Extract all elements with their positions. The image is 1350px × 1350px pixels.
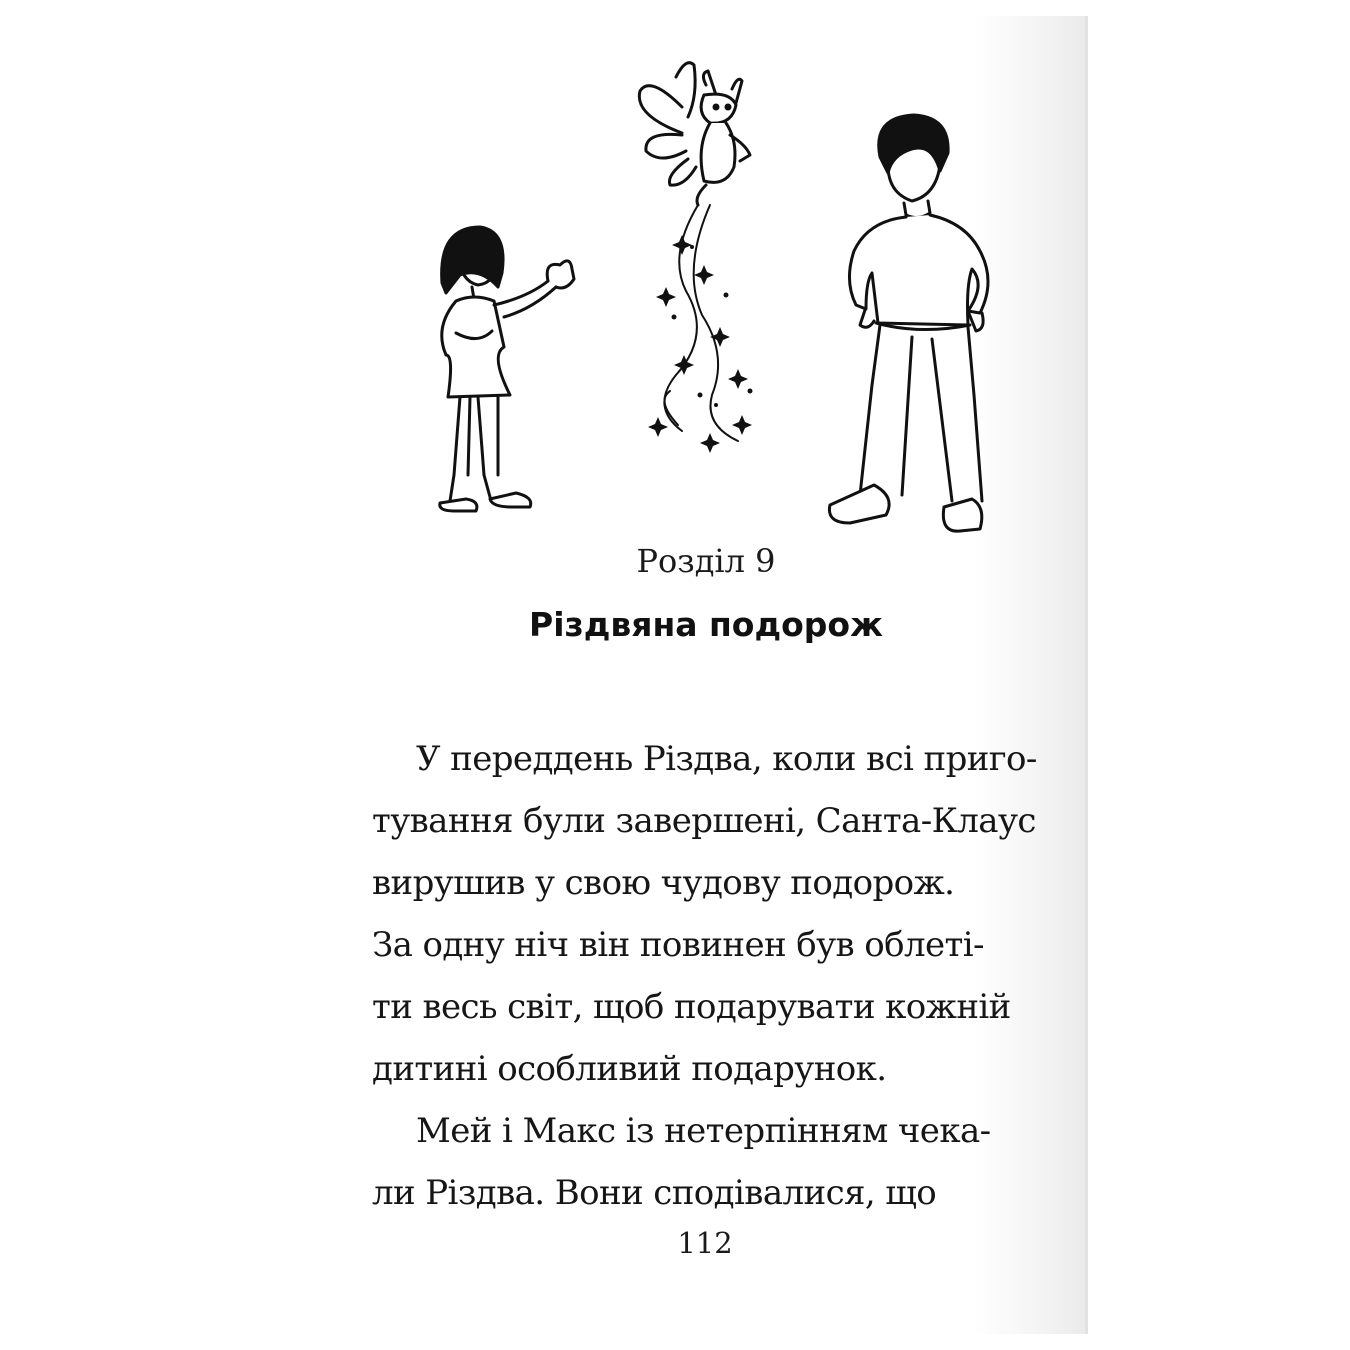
page-number: 112 bbox=[677, 1226, 733, 1260]
text-line: тування були завершені, Санта-Клаус bbox=[372, 801, 1036, 841]
page-edge bbox=[1085, 16, 1088, 1334]
chapter-title: Різдвяна подорож bbox=[529, 605, 883, 644]
chapter-illustration bbox=[420, 55, 1020, 545]
fairy-creature bbox=[639, 63, 750, 205]
text-line: Мей і Макс із нетерпінням чека- bbox=[416, 1111, 991, 1151]
text-line: дитині особливий подарунок. bbox=[372, 1049, 887, 1089]
text-line: За одну ніч він повинен був облеті- bbox=[372, 925, 984, 965]
text-line: вирушив у свою чудову подорож. bbox=[372, 863, 955, 903]
girl-figure bbox=[440, 227, 574, 511]
boy-figure bbox=[829, 115, 988, 531]
text-line: ти весь світ, щоб подарувати кожній bbox=[372, 987, 1011, 1027]
magic-trail bbox=[648, 205, 753, 453]
body-text bbox=[372, 728, 1037, 1224]
chapter-label: Розділ 9 bbox=[636, 542, 776, 580]
text-line: ли Різдва. Вони сподівалися, що bbox=[372, 1173, 937, 1213]
text-line: У переддень Різдва, коли всі приго- bbox=[416, 739, 1037, 779]
